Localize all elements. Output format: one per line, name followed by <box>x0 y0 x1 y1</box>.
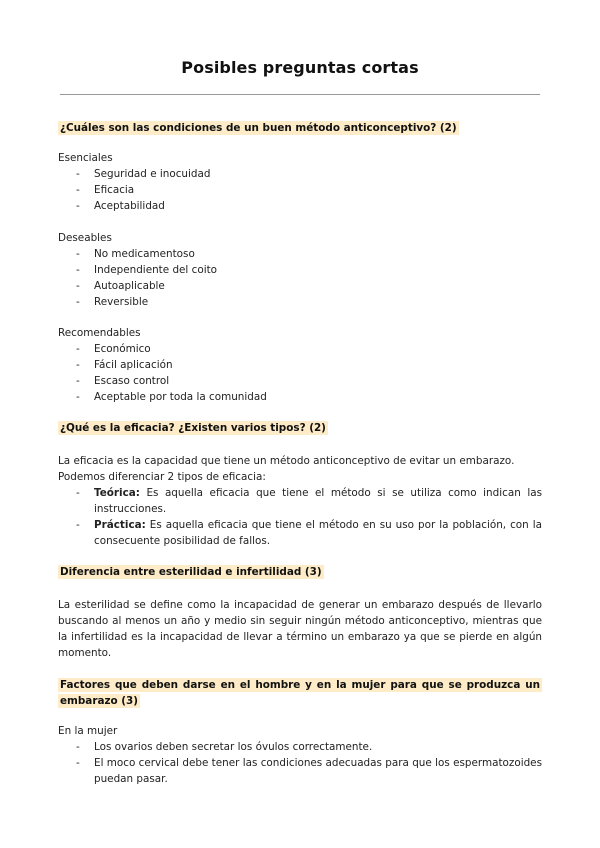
title-divider <box>60 94 540 95</box>
definition-practica: Es aquella eficacia que tiene el método en su uso por la población, con la consecuente posibilidad de fallos. <box>94 519 542 547</box>
group-label-esenciales: Esenciales <box>58 152 113 164</box>
list-item: - Los ovarios deben secretar los óvulos correctamente. <box>58 739 542 755</box>
term-teorica: Teórica: <box>94 487 140 499</box>
list-item <box>58 485 542 517</box>
eficacia-types-intro: Podemos diferenciar 2 tipos de eficacia: <box>58 471 266 483</box>
group-label-deseables: Deseables <box>58 232 112 244</box>
list-item: - Autoaplicable <box>58 278 542 294</box>
list-item: - Económico <box>58 341 542 357</box>
group-label-recomendables: Recomendables <box>58 327 141 339</box>
question-heading-4-text: Factores que deben darse en el hombre y en la mujer para que se produzca un embarazo (3) <box>60 679 540 707</box>
group-label-mujer: En la mujer <box>58 725 118 737</box>
list-item: - Fácil aplicación <box>58 357 542 373</box>
eficacia-definition: La eficacia es la capacidad que tiene un método anticonceptivo de evitar un embarazo. <box>58 455 515 467</box>
list-item: - Aceptable por toda la comunidad <box>58 389 542 405</box>
list-item: - No medicamentoso <box>58 246 542 262</box>
list-item: - Independiente del coito <box>58 262 542 278</box>
question-heading-1 <box>58 122 542 134</box>
page-title: Posibles preguntas cortas <box>181 58 419 77</box>
question-heading-3 <box>58 566 542 578</box>
list-item: - El moco cervical debe tener las condiciones adecuadas para que los espermatozoides puedan pasar. <box>58 755 542 787</box>
question-heading-2-text: ¿Qué es la eficacia? ¿Existen varios tipos? (2) <box>60 422 326 434</box>
eficacia-intro <box>58 453 542 485</box>
list-item: - Eficacia <box>58 182 542 198</box>
term-practica: Práctica: <box>94 519 146 531</box>
list-item: - Seguridad e inocuidad <box>58 166 542 182</box>
list-mujer <box>58 739 542 787</box>
question-heading-4 <box>58 677 542 709</box>
list-deseables <box>58 246 542 310</box>
list-item: - Reversible <box>58 294 542 310</box>
definition-teorica: Es aquella eficacia que tiene el método si se utiliza como indican las instrucciones. <box>94 487 542 515</box>
list-eficacia-types <box>58 485 542 549</box>
esterilidad-paragraph: La esterilidad se define como la incapacidad de generar un embarazo después de llevarlo buscando al menos un año y medio sin seguir ningún método anticonceptivo, mientras que la infertilidad es la incapacidad de llevar a término un embarazo ya que se pierde en algún momento. <box>58 599 542 659</box>
list-item <box>58 517 542 549</box>
question-heading-3-text: Diferencia entre esterilidad e infertilidad (3) <box>60 566 322 578</box>
list-item: - Aceptabilidad <box>58 198 542 214</box>
list-recomendables <box>58 341 542 405</box>
list-esenciales <box>58 166 542 214</box>
question-heading-1-text: ¿Cuáles son las condiciones de un buen método anticonceptivo? (2) <box>60 122 457 134</box>
question-heading-2 <box>58 422 542 434</box>
list-item: - Escaso control <box>58 373 542 389</box>
